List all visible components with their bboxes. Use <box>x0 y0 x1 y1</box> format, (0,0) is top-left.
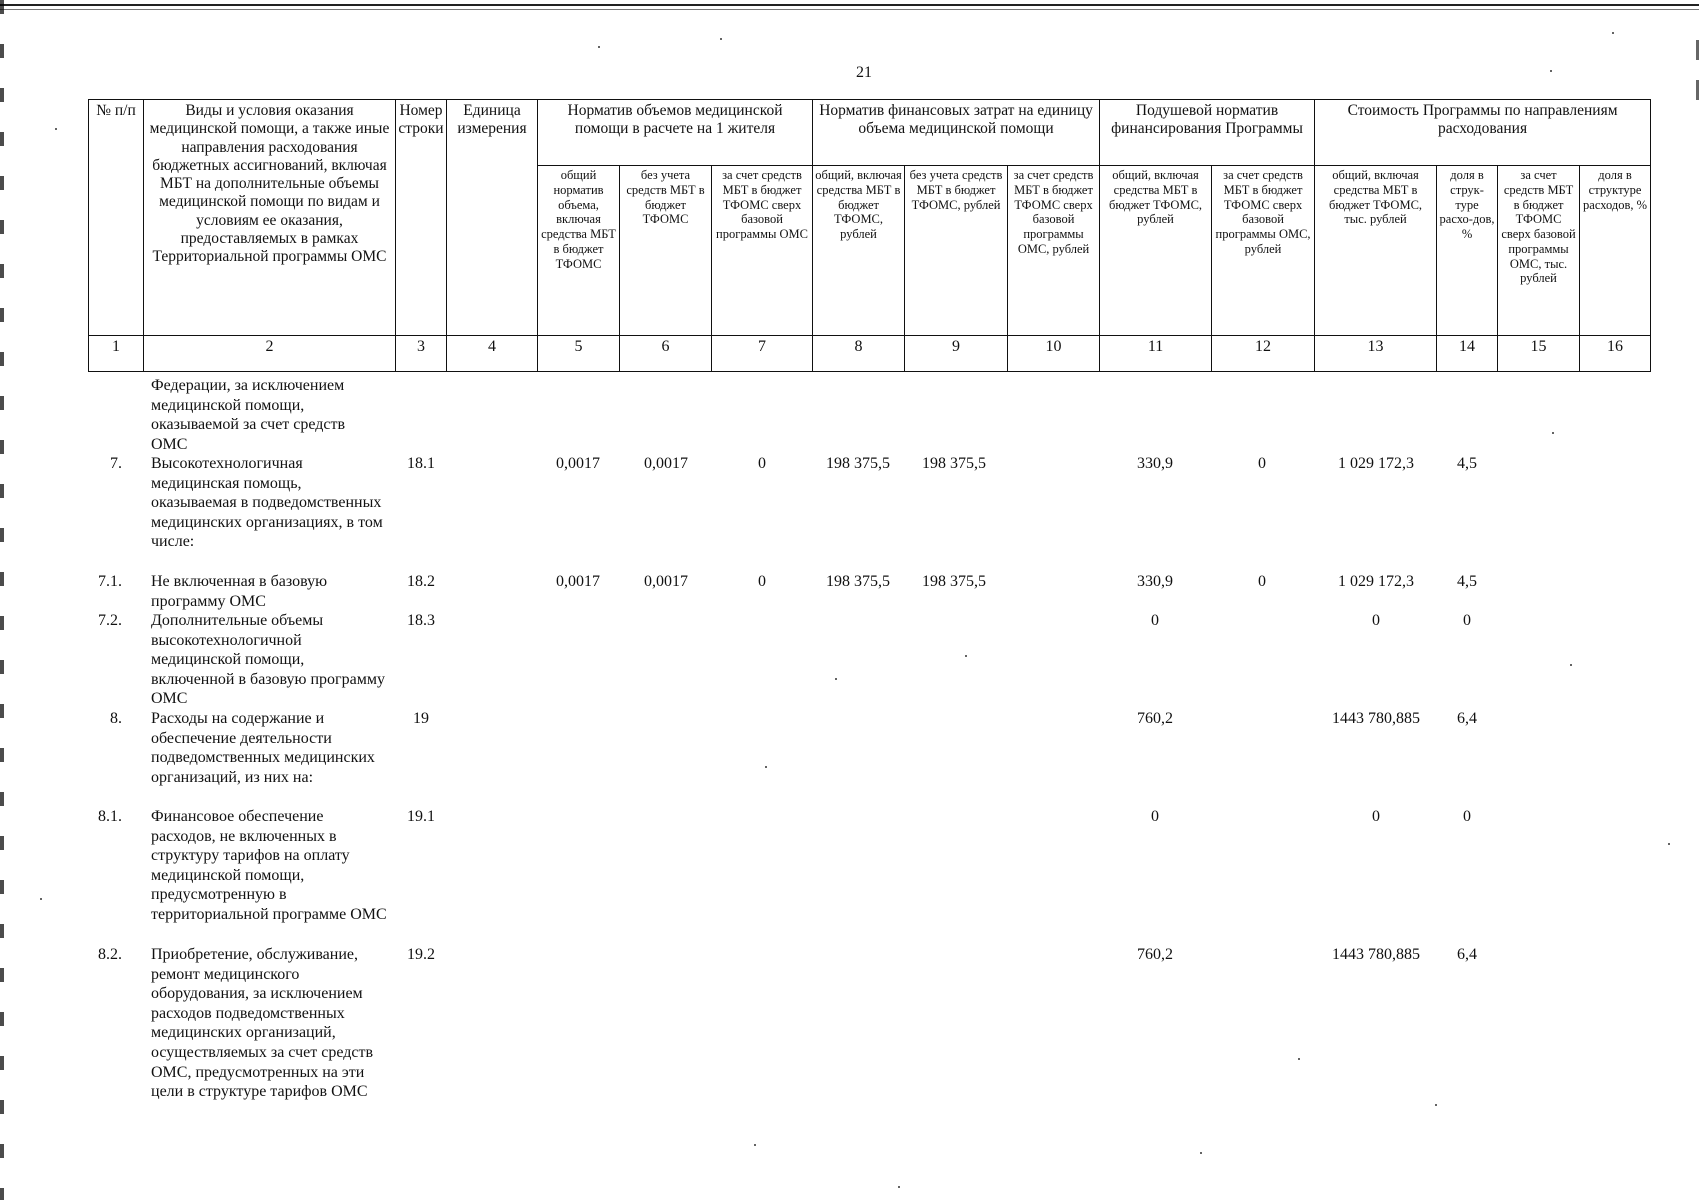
row-description: Финансовое обеспечение расходов, не включенных в структуру тарифов на оплату медицинской помощи, предусмотренную в территориальной программе ОМС <box>151 808 387 923</box>
column-number: 9 <box>905 336 1008 372</box>
cell-col-11: 0 <box>1151 808 1159 825</box>
row-number: 7.1. <box>98 573 122 590</box>
column-number: 7 <box>712 336 813 372</box>
scan-speck <box>1550 70 1552 72</box>
row-number: 7. <box>110 455 122 472</box>
scan-speck <box>720 38 722 40</box>
cell-col-13: 1443 780,885 <box>1332 710 1420 727</box>
scan-speck <box>598 46 600 48</box>
cell-col-13: 1 029 172,3 <box>1338 455 1414 472</box>
header-group-cost: Норматив финансовых затрат на единицу объема медицинской помощи <box>813 100 1100 166</box>
row-line-number: 19 <box>413 710 429 727</box>
header-group-total: Стоимость Программы по направлениям расходования <box>1315 100 1651 166</box>
cell-col-13: 1443 780,885 <box>1332 946 1420 963</box>
row-line-number: 19.2 <box>407 946 435 963</box>
column-number: 16 <box>1580 336 1651 372</box>
header-col-1: № п/п <box>89 100 144 336</box>
header-col-11: общий, включая средства МБТ в бюджет ТФОМС, рублей <box>1100 166 1212 336</box>
cell-col-13: 0 <box>1372 612 1380 629</box>
row-number: 8. <box>110 710 122 727</box>
row-line-number: 18.2 <box>407 573 435 590</box>
cell-col-12: 0 <box>1258 573 1266 590</box>
scan-speck <box>754 1144 756 1146</box>
column-number: 1 <box>89 336 144 372</box>
column-number: 5 <box>538 336 620 372</box>
column-number: 8 <box>813 336 905 372</box>
cell-col-11: 760,2 <box>1137 710 1173 727</box>
row-description: Расходы на содержание и обеспечение деятельности подведомственных медицинских организаций, из них на: <box>151 710 375 786</box>
cell-col-11: 330,9 <box>1137 455 1173 472</box>
scan-edge-marks-left <box>0 0 4 1200</box>
scan-speck <box>1668 843 1670 845</box>
scan-speck <box>40 898 42 900</box>
cell-col-11: 330,9 <box>1137 573 1173 590</box>
top-border-line <box>0 4 1699 6</box>
cell-col-13: 1 029 172,3 <box>1338 573 1414 590</box>
cell-col-8: 198 375,5 <box>826 573 890 590</box>
cell-col-5: 0,0017 <box>556 573 600 590</box>
cell-col-11: 0 <box>1151 612 1159 629</box>
column-number: 14 <box>1437 336 1498 372</box>
row-description: Не включенная в базовую программу ОМС <box>151 573 328 610</box>
column-number: 12 <box>1212 336 1315 372</box>
scan-speck <box>898 1186 900 1188</box>
row-line-number: 19.1 <box>407 808 435 825</box>
cell-col-13: 0 <box>1372 808 1380 825</box>
header-col-2: Виды и условия оказания медицинской помощи, а также иные направления расходования бюджетных ассигнований, включая МБТ на дополнительные объемы медицинской помощи по видам и условиям ее оказания, предоставляемых в рамках Территориальной программы ОМС <box>144 100 396 336</box>
row-line-number: 18.3 <box>407 612 435 629</box>
scan-speck <box>1570 664 1572 666</box>
header-col-7: за счет средств МБТ в бюджет ТФОМС сверх базовой программы ОМС <box>712 166 813 336</box>
scan-speck <box>765 766 767 768</box>
row-number: 8.1. <box>98 808 122 825</box>
cell-col-14: 0 <box>1463 808 1471 825</box>
cell-col-9: 198 375,5 <box>922 455 986 472</box>
row-line-number: 18.1 <box>407 455 435 472</box>
column-number: 11 <box>1100 336 1212 372</box>
cell-col-6: 0,0017 <box>644 455 688 472</box>
scan-speck <box>965 655 967 657</box>
header-group-percap: Подушевой норматив финансирования Программы <box>1100 100 1315 166</box>
top-border-line-thin <box>0 9 1699 10</box>
column-number: 2 <box>144 336 396 372</box>
column-number: 3 <box>396 336 447 372</box>
scan-speck <box>835 678 837 680</box>
header-col-12: за счет средств МБТ в бюджет ТФОМС сверх базовой программы ОМС, рублей <box>1212 166 1315 336</box>
row-description: Высокотехнологичная медицинская помощь, оказываемая в подведомственных медицинских организациях, в том числе: <box>151 455 383 551</box>
scan-speck <box>1435 1104 1437 1106</box>
cell-col-8: 198 375,5 <box>826 455 890 472</box>
cell-col-14: 0 <box>1463 612 1471 629</box>
scan-speck <box>1552 432 1554 434</box>
row-number: 8.2. <box>98 946 122 963</box>
header-col-9: без учета средств МБТ в бюджет ТФОМС, рублей <box>905 166 1008 336</box>
column-number: 10 <box>1008 336 1100 372</box>
column-number: 13 <box>1315 336 1437 372</box>
cell-col-14: 4,5 <box>1457 573 1477 590</box>
header-col-4: Единица измерения <box>447 100 538 336</box>
header-col-3: Номер строки <box>396 100 447 336</box>
header-table <box>88 99 1651 372</box>
page-number: 21 <box>856 64 872 81</box>
header-col-8: общий, включая средства МБТ в бюджет ТФОМС, рублей <box>813 166 905 336</box>
scan-speck <box>1298 1058 1300 1060</box>
cell-col-14: 6,4 <box>1457 710 1477 727</box>
cell-col-11: 760,2 <box>1137 946 1173 963</box>
scan-speck <box>1612 32 1614 34</box>
cell-col-14: 6,4 <box>1457 946 1477 963</box>
column-number: 6 <box>620 336 712 372</box>
column-number: 15 <box>1498 336 1580 372</box>
cell-col-12: 0 <box>1258 455 1266 472</box>
header-col-15: за счет средств МБТ в бюджет ТФОМС сверх базовой программы ОМС, тыс. рублей <box>1498 166 1580 336</box>
header-col-6: без учета средств МБТ в бюджет ТФОМС <box>620 166 712 336</box>
header-col-14: доля в струк-туре расхо-дов, % <box>1437 166 1498 336</box>
cell-col-14: 4,5 <box>1457 455 1477 472</box>
header-col-13: общий, включая средства МБТ в бюджет ТФОМС, тыс. рублей <box>1315 166 1437 336</box>
row-description: Приобретение, обслуживание, ремонт медицинского оборудования, за исключением расходов подведомственных медицинских организаций, осуществляемых за счет средств ОМС, предусмотренных на эти цели в структуре тарифов ОМС <box>151 946 373 1101</box>
row-number: 7.2. <box>98 612 122 629</box>
cell-col-7: 0 <box>758 573 766 590</box>
scan-speck <box>55 128 57 130</box>
header-col-5: общий норматив объема, включая средства МБТ в бюджет ТФОМС <box>538 166 620 336</box>
row-description: Дополнительные объемы высокотехнологичной медицинской помощи, включенной в базовую программу ОМС <box>151 612 385 708</box>
column-number: 4 <box>447 336 538 372</box>
cell-col-9: 198 375,5 <box>922 573 986 590</box>
header-group-volume: Норматив объемов медицинской помощи в расчете на 1 жителя <box>538 100 813 166</box>
cell-col-6: 0,0017 <box>644 573 688 590</box>
continuation-text: Федерации, за исключением медицинской помощи, оказываемой за счет средств ОМС <box>151 377 346 453</box>
header-col-10: за счет средств МБТ в бюджет ТФОМС сверх базовой программы ОМС, рублей <box>1008 166 1100 336</box>
scan-speck <box>1200 1152 1202 1154</box>
cell-col-7: 0 <box>758 455 766 472</box>
header-col-16: доля в структуре расходов, % <box>1580 166 1651 336</box>
cell-col-5: 0,0017 <box>556 455 600 472</box>
